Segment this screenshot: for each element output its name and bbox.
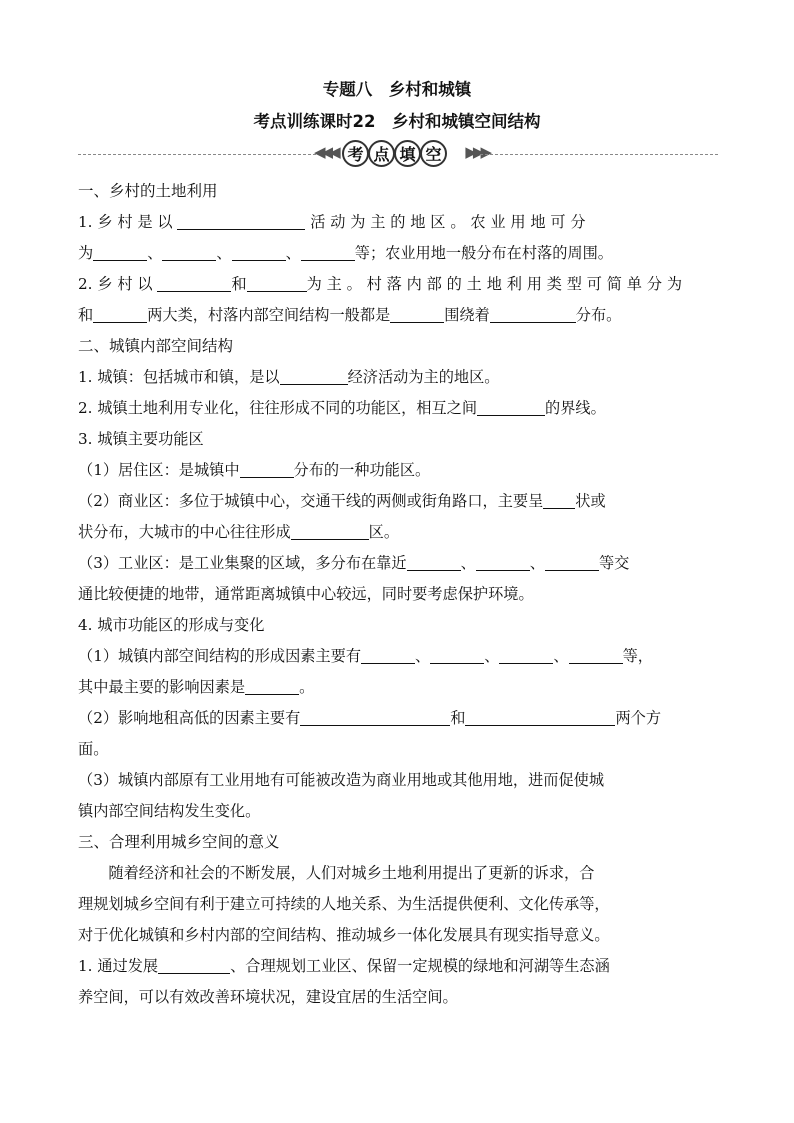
answer-blank[interactable]: [499, 646, 553, 664]
question-line: [78, 455, 718, 486]
question-line: [78, 362, 718, 393]
answer-blank[interactable]: [430, 646, 484, 664]
section-heading: 一、乡村的土地利用: [78, 182, 218, 200]
question-line: 4. 城市功能区的形成与变化: [78, 616, 265, 634]
answer-blank[interactable]: [477, 398, 545, 416]
badge-char: 填: [394, 140, 421, 167]
question-line: 通比较便捷的地带，通常距离城镇中心较远，同时要考虑保护环境。: [78, 585, 534, 603]
line-text: 区。: [368, 523, 399, 541]
arrow-right-icon: ▶▶▶: [465, 143, 488, 161]
question-line: 养空间，可以有效改善环境状况，建设宜居的生活空间。: [78, 988, 458, 1006]
answer-blank[interactable]: [177, 212, 305, 230]
question-line: [78, 393, 718, 424]
line-text: 为 主 。 村 落 内 部 的 土 地 利 用 类 型 可 简 单 分 为: [306, 275, 683, 293]
answer-blank[interactable]: [300, 708, 450, 726]
line-text: 活 动 为 主 的 地 区 。 农 业 用 地 可 分: [305, 213, 586, 231]
answer-blank[interactable]: [291, 522, 369, 540]
line-text: 、: [553, 647, 569, 665]
section-banner: [78, 140, 718, 170]
answer-blank[interactable]: [247, 274, 307, 292]
line-text: 、合理规划工业区、保留一定规模的绿地和河湖等生态涵: [230, 957, 610, 975]
question-line: [78, 703, 718, 734]
question-line: 镇内部空间结构发生变化。: [78, 802, 261, 820]
answer-blank[interactable]: [157, 274, 231, 292]
line-text: （2）商业区：多位于城镇中心，交通干线的两侧或街角路口，主要呈: [78, 492, 544, 510]
line-text: 等；农业用地一般分布在村落的周围。: [354, 244, 613, 262]
question-line: 面。: [78, 740, 109, 758]
fill-in-badge: [342, 140, 454, 168]
line-text: （1）城镇内部空间结构的形成因素主要有: [78, 647, 362, 665]
answer-blank[interactable]: [569, 646, 623, 664]
line-text: 、: [529, 554, 545, 572]
line-text: 。: [299, 678, 315, 696]
answer-blank[interactable]: [361, 646, 415, 664]
question-line: [78, 548, 718, 579]
line-text: 、: [415, 647, 431, 665]
line-text: 1. 城镇：包括城市和镇，是以: [78, 368, 280, 386]
line-text: （1）居住区：是城镇中: [78, 461, 240, 479]
line-text: 和: [450, 709, 466, 727]
line-text: 两个方: [615, 709, 662, 727]
answer-blank[interactable]: [240, 460, 294, 478]
question-line: [78, 517, 718, 548]
paragraph-line: 对于优化城镇和乡村内部的空间结构、推动城乡一体化发展具有现实指导意义。: [78, 926, 610, 944]
line-text: 其中最主要的影响因素是: [78, 678, 246, 696]
paragraph-line: 随着经济和社会的不断发展，人们对城乡土地利用提出了更新的诉求，合: [108, 864, 595, 882]
question-line: [78, 641, 718, 672]
line-text: 和: [78, 306, 94, 324]
answer-blank[interactable]: [545, 553, 599, 571]
line-text: 等，: [622, 647, 653, 665]
line-text: 和: [231, 275, 247, 293]
line-text: （3）工业区：是工业集聚的区域，多分布在靠近: [78, 554, 407, 572]
line-text: 围绕着: [444, 306, 490, 324]
question-line: [78, 269, 718, 300]
answer-blank[interactable]: [162, 243, 216, 261]
paragraph-line: 理规划城乡空间有利于建立可持续的人地关系、为生活提供便利、文化传承等，: [78, 895, 610, 913]
worksheet-content: [78, 176, 718, 1013]
question-line: [78, 238, 718, 269]
answer-blank[interactable]: [543, 491, 575, 509]
line-text: 分布的一种功能区。: [293, 461, 431, 479]
answer-blank[interactable]: [93, 243, 147, 261]
line-text: 、: [147, 244, 163, 262]
question-line: [78, 207, 718, 238]
section-heading: 三、合理利用城乡空间的意义: [78, 833, 280, 851]
answer-blank[interactable]: [245, 677, 299, 695]
divider-right: [480, 154, 718, 155]
answer-blank[interactable]: [158, 956, 230, 974]
answer-blank[interactable]: [93, 305, 147, 323]
question-line: [78, 486, 718, 517]
line-text: 1. 乡 村 是 以: [78, 213, 178, 231]
question-line: 3. 城镇主要功能区: [78, 430, 204, 448]
line-text: 等交: [598, 554, 630, 572]
answer-blank[interactable]: [232, 243, 286, 261]
answer-blank[interactable]: [476, 553, 530, 571]
line-text: 经济活动为主的地区。: [347, 368, 500, 386]
line-text: 为: [78, 244, 94, 262]
lesson-title: 考点训练课时22 乡村和城镇空间结构: [253, 112, 541, 131]
answer-blank[interactable]: [407, 553, 461, 571]
line-text: 、: [484, 647, 500, 665]
answer-blank[interactable]: [301, 243, 355, 261]
arrow-left-icon: ◀◀◀: [314, 143, 337, 161]
answer-blank[interactable]: [280, 367, 348, 385]
divider-left: [78, 154, 316, 155]
answer-blank[interactable]: [465, 708, 615, 726]
line-text: 的界线。: [545, 399, 606, 417]
line-text: 分布。: [575, 306, 622, 324]
section-heading: 二、城镇内部空间结构: [78, 337, 234, 355]
answer-blank[interactable]: [490, 305, 576, 323]
question-line: [78, 951, 718, 982]
line-text: 1. 通过发展: [78, 957, 159, 975]
answer-blank[interactable]: [390, 305, 444, 323]
topic-title: 专题八 乡村和城镇: [322, 80, 472, 99]
line-text: 2. 城镇土地利用专业化，往往形成不同的功能区，相互之间: [78, 399, 478, 417]
line-text: 2. 乡 村 以: [78, 275, 158, 293]
line-text: 、: [216, 244, 232, 262]
badge-char: 空: [420, 140, 447, 167]
question-line: [78, 672, 718, 703]
line-text: 、: [460, 554, 476, 572]
question-line: （3）城镇内部原有工业用地有可能被改造为商业用地或其他用地，进而促使城: [78, 771, 605, 789]
line-text: 状或: [575, 492, 606, 510]
line-text: 状分布，大城市的中心往往形成: [78, 523, 291, 541]
question-line: [78, 300, 718, 331]
badge-char: 点: [368, 140, 395, 167]
badge-char: 考: [342, 140, 369, 167]
line-text: 、: [285, 244, 301, 262]
line-text: （2）影响地租高低的因素主要有: [78, 709, 301, 727]
line-text: 两大类，村落内部空间结构一般都是: [147, 306, 391, 324]
